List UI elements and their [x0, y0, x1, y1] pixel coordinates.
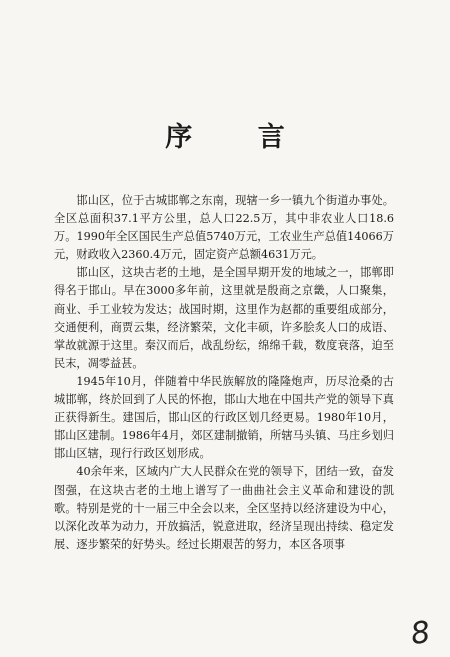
handwritten-page-number: 8: [408, 614, 433, 653]
paragraph-3: 1945年10月，伴随着中华民族解放的隆隆炮声，历尽沧桑的古城邯郸，终於回到了人民的怀抱，邯山大地在中国共产党的领导下真正获得新生。建国后，邯山区的行政区划几经更易。1980年10月，邯山区建制。1986年4月，郊区建制撤销，所辖马头镇、马庄乡划归邯山区辖，现行行政区划形成。: [54, 374, 394, 461]
page-title: 序 言: [165, 122, 313, 153]
paragraph-1: 邯山区，位于古城邯郸之东南，现辖一乡一镇九个街道办事处。全区总面积37.1平方公里，总人口22.5万，其中非农业人口18.6万。1990年全区国民生产总值5740万元，工农业生产总值14066万元，财政收入2360.4万元，固定资产总额4631万元。: [54, 194, 394, 262]
preface-body: [54, 192, 394, 554]
paragraph-4: 40余年来，区域内广大人民群众在党的领导下，团结一致，奋发图强，在这块古老的土地上谱写了一曲曲社会主义革命和建设的凯歌。特别是党的十一届三中全会以来，全区坚持以经济建设为中心，以深化改革为动力，开放搞活，锐意进取，经济呈现出持续、稳定发展、逐步繁荣的好势头。经过长期艰苦的努力，本区各项事: [54, 465, 394, 551]
paragraph-2: 邯山区，这块古老的土地，是全国早期开发的地域之一，邯郸即得名于邯山。早在3000多年前，这里就是殷商之京畿，人口聚集，商业、手工业较为发达；战国时期，这里作为赵都的重要组成部分，交通便利，商贾云集，经济繁荣，文化丰硕，许多脍炙人口的成语、掌故就源于这里。秦汉而后，战乱纷纭，绵绵千载，数度衰落，迫至民末，凋零益甚。: [54, 266, 394, 370]
